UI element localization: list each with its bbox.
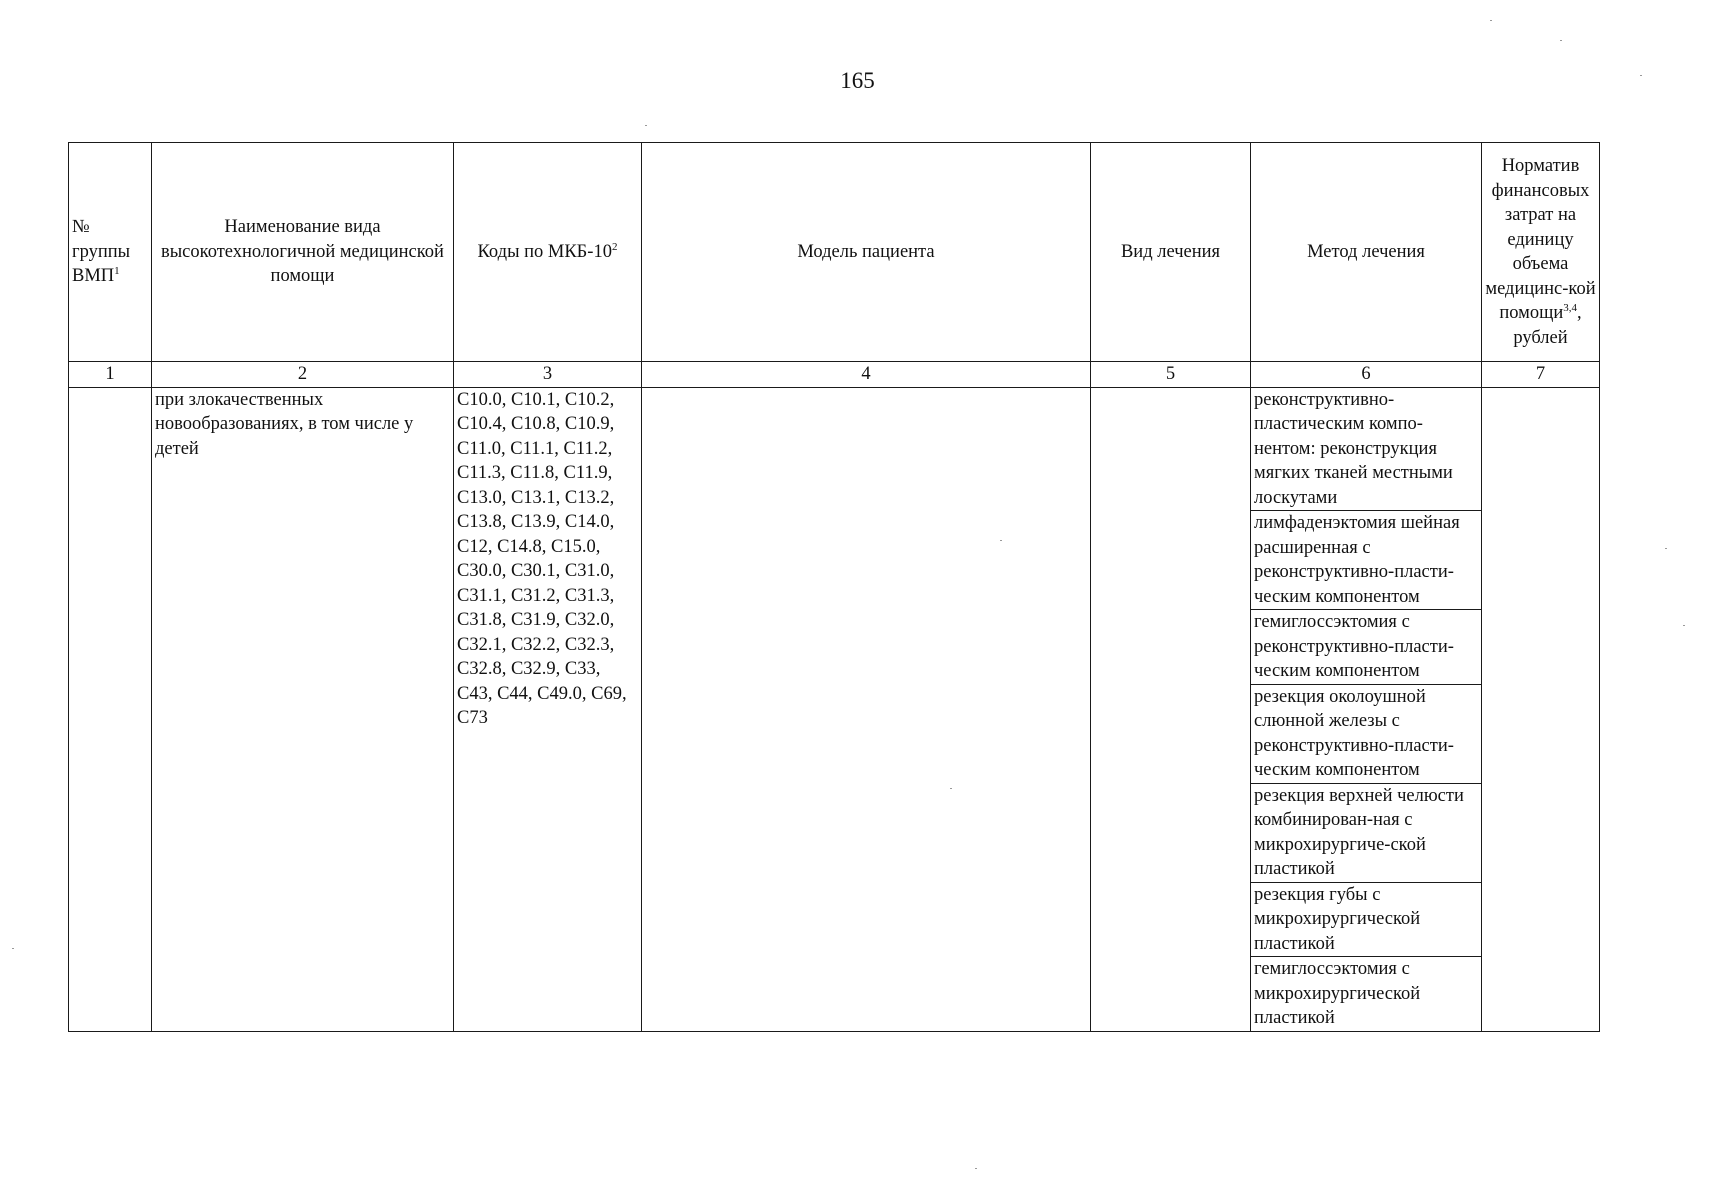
group-number-cell: [69, 387, 152, 1031]
scan-noise: [645, 125, 647, 126]
cost-standard-cell: [1482, 387, 1600, 1031]
column-number-row: [69, 362, 1600, 388]
table-row: [69, 387, 1600, 1031]
scan-noise: [1683, 625, 1685, 626]
column-number: 5: [1091, 362, 1251, 388]
scan-noise: [1640, 75, 1642, 76]
page-number: 165: [840, 68, 875, 93]
column-number: 7: [1482, 362, 1600, 388]
icd-codes-cell: C10.0, C10.1, C10.2, C10.4, C10.8, C10.9, C11.0, C11.1, C11.2, C11.3, C11.8, C11.9, C13.0, C13.1, C13.2, C13.8, C13.9, C14.0, C12, C14.8, C15.0, C30.0, C30.1, C31.0, C31.1, C31.2, C31.3, C31.8, C31.9, C32.0, C32.1, C32.2, C32.3, C32.8, C32.9, C33, C43, C44, C49.0, C69, C73: [454, 387, 642, 1031]
treatment-method-item: резекция околоушной слюнной железы с реконструктивно-пласти-ческим компонентом: [1251, 685, 1481, 784]
care-type-name-cell: при злокачественных новообразованиях, в том числе у детей: [152, 387, 454, 1031]
treatment-method-item: резекция верхней челюсти комбинирован-ная с микрохирургиче-ской пластикой: [1251, 784, 1481, 883]
column-number: 1: [69, 362, 152, 388]
column-number: 4: [642, 362, 1091, 388]
header-icd-codes: Коды по МКБ-$10^2$: [454, 143, 642, 362]
treatment-method-item: лимфаденэктомия шейная расширенная с реконструктивно-пласти-ческим компонентом: [1251, 511, 1481, 610]
treatment-method-item: резекция губы с микрохирургической пластикой: [1251, 883, 1481, 958]
scan-noise: [12, 948, 14, 949]
scan-noise: [950, 788, 952, 789]
vmp-table: [68, 142, 1600, 1032]
column-number: 2: [152, 362, 454, 388]
header-group-number: № группы ВМП$^1$: [69, 143, 152, 362]
treatment-method-item: гемиглоссэктомия с реконструктивно-пласти-ческим компонентом: [1251, 610, 1481, 685]
header-treatment-method: Метод лечения: [1251, 143, 1482, 362]
column-number: 3: [454, 362, 642, 388]
column-number: 6: [1251, 362, 1482, 388]
header-patient-model: Модель пациента: [642, 143, 1091, 362]
treatment-methods-cell: [1251, 387, 1482, 1031]
treatment-type-cell: [1091, 387, 1251, 1031]
scan-noise: [1665, 548, 1667, 549]
scan-noise: [1560, 40, 1562, 41]
header-treatment-type: Вид лечения: [1091, 143, 1251, 362]
scan-noise: [1490, 20, 1492, 21]
patient-model-cell: [642, 387, 1091, 1031]
scan-noise: [1000, 540, 1002, 541]
scan-noise: [975, 1168, 977, 1169]
header-care-type-name: Наименование вида высокотехнологичной медицинской помощи: [152, 143, 454, 362]
treatment-method-item: гемиглоссэктомия с микрохирургической пластикой: [1254, 959, 1421, 1028]
header-row: [69, 143, 1600, 362]
header-cost-standard: Норматив финансовых затрат на единицу объема медицинс-кой помощи$^{3,4}$, рублей: [1482, 143, 1600, 362]
treatment-method-item: реконструктивно-пластическим компо-нентом: реконструкция мягких тканей местными лоскутами: [1251, 388, 1481, 512]
